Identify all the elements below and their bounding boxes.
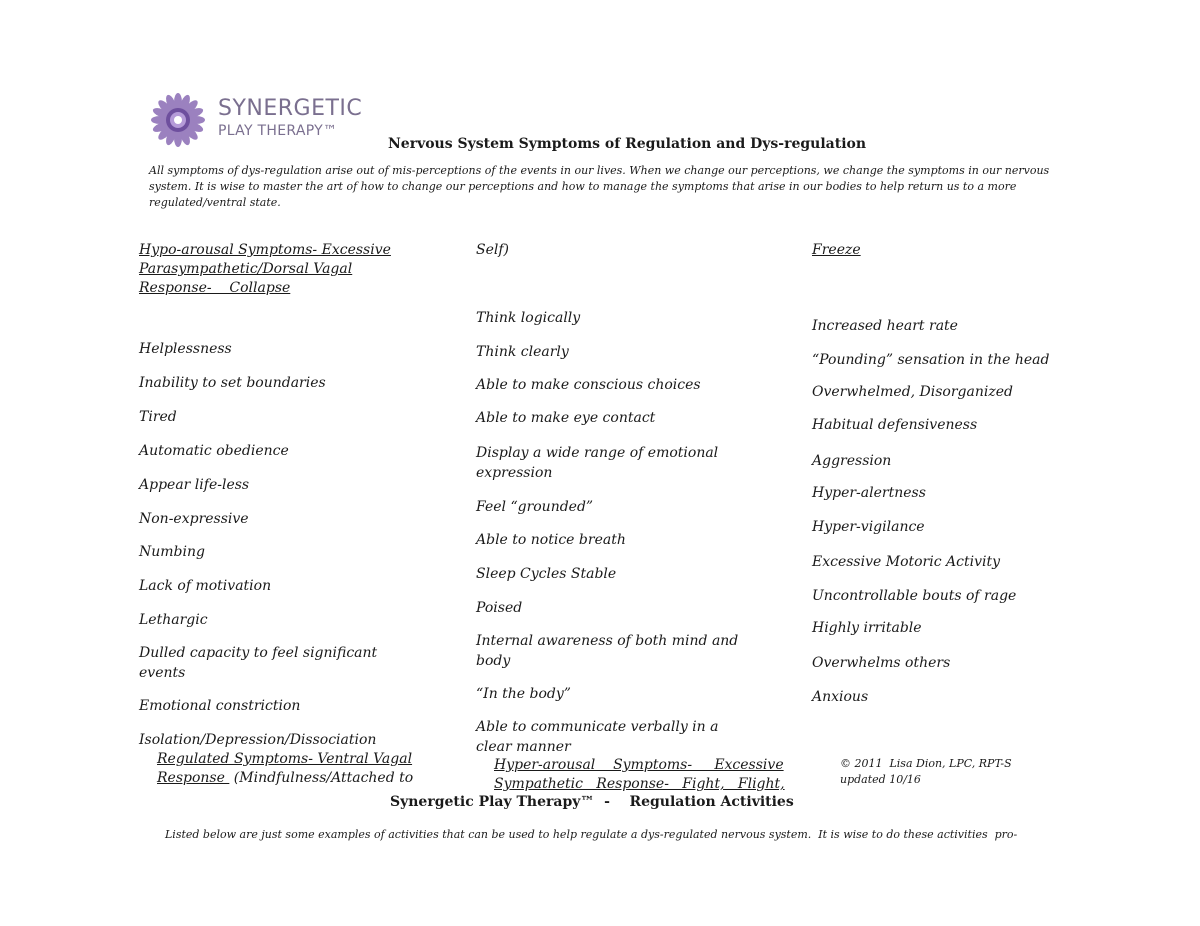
- col3-item: Overwhelmed, Disorganized: [812, 384, 1013, 400]
- logo: [150, 92, 363, 152]
- hyper-heading-line2: Sympathetic Response- Fight, Flight,: [494, 776, 785, 792]
- col3-item: Aggression: [812, 453, 892, 469]
- logo-line2: PLAY THERAPY™: [218, 123, 338, 139]
- col3-item: Overwhelms others: [812, 655, 951, 671]
- col2-item: Sleep Cycles Stable: [476, 566, 617, 582]
- col1-item: Non-expressive: [139, 511, 249, 527]
- regulated-heading-line2: [157, 768, 413, 788]
- col1-item: Emotional constriction: [139, 698, 301, 714]
- col1-item: Tired: [139, 409, 177, 425]
- col1-heading-line2: Parasympathetic/Dorsal Vagal: [139, 261, 353, 277]
- copyright-line2: updated 10/16: [840, 773, 921, 786]
- col3-item: Uncontrollable bouts of rage: [812, 588, 1017, 604]
- flower-logo-icon: [150, 92, 206, 148]
- regulated-heading-line1: Regulated Symptoms- Ventral Vagal: [157, 751, 413, 767]
- col3-item: Anxious: [812, 689, 869, 705]
- activities-intro: Listed below are just some examples of activities that can be used to help regulate a dys-regulated nervous system. It is wise to do these activities pro-: [165, 828, 1018, 841]
- intro-paragraph: All symptoms of dys-regulation arise out of mis-perceptions of the events in our lives. When we change our perceptions, we change the symptoms in our nervous system. It is wise to master the art of how to change our perceptions and how to manage the symptoms that arise in our bodies to help return us to a more regulated/ventral state.: [149, 164, 1050, 209]
- col2-item: Able to make eye contact: [476, 410, 656, 426]
- col2-item: Poised: [476, 600, 523, 616]
- col3-item: “Pounding” sensation in the head: [812, 352, 1050, 368]
- col2-item: Able to make conscious choices: [476, 377, 701, 393]
- col2-item: Think clearly: [476, 344, 569, 360]
- page-title: Nervous System Symptoms of Regulation and Dys-regulation: [388, 136, 867, 152]
- col1-item: Lethargic: [139, 612, 208, 628]
- regulated-heading-rest: (Mindfulness/Attached to: [229, 770, 414, 786]
- col1-heading-line1: Hypo-arousal Symptoms- Excessive: [139, 242, 391, 258]
- logo-line1: SYNERGETIC: [218, 96, 363, 121]
- col1-item: Lack of motivation: [139, 578, 272, 594]
- col2-item: Think logically: [476, 310, 581, 326]
- col2-continuation: Self): [476, 242, 509, 258]
- copyright-line1: © 2011 Lisa Dion, LPC, RPT-S: [840, 757, 1012, 770]
- col1-item: Inability to set boundaries: [139, 375, 326, 391]
- col3-item: Highly irritable: [812, 620, 922, 636]
- col1-item: Dulled capacity to feel significant events: [139, 645, 378, 681]
- activities-title: Synergetic Play Therapy™ - Regulation Activities: [390, 794, 794, 810]
- col3-continuation: Freeze: [812, 242, 861, 258]
- col1-item: Automatic obedience: [139, 443, 289, 459]
- col2-item: Able to notice breath: [476, 532, 626, 548]
- hyper-heading-line1: Hyper-arousal Symptoms- Excessive: [494, 757, 784, 773]
- col3-item: Excessive Motoric Activity: [812, 554, 1000, 570]
- col3-item: Hyper-alertness: [812, 485, 926, 501]
- col1-item: Helplessness: [139, 341, 232, 357]
- regulated-heading-response: Response: [157, 770, 230, 786]
- col3-item: Hyper-vigilance: [812, 519, 925, 535]
- col1-item: Isolation/Depression/Dissociation: [139, 732, 377, 748]
- col1-item: Numbing: [139, 544, 205, 560]
- col3-item: Increased heart rate: [812, 318, 958, 334]
- col1-heading-line3: Response- Collapse: [139, 280, 291, 296]
- col2-item: Display a wide range of emotional expression: [476, 445, 719, 481]
- copyright: [840, 756, 1012, 788]
- col2-item: Feel “grounded”: [476, 499, 594, 515]
- col2-item: Internal awareness of both mind and body: [476, 633, 739, 669]
- col1-item: Appear life-less: [139, 477, 250, 493]
- col3-item: Habitual defensiveness: [812, 417, 978, 433]
- col2-item: Able to communicate verbally in a clear manner: [476, 719, 719, 755]
- col2-item: “In the body”: [476, 686, 571, 702]
